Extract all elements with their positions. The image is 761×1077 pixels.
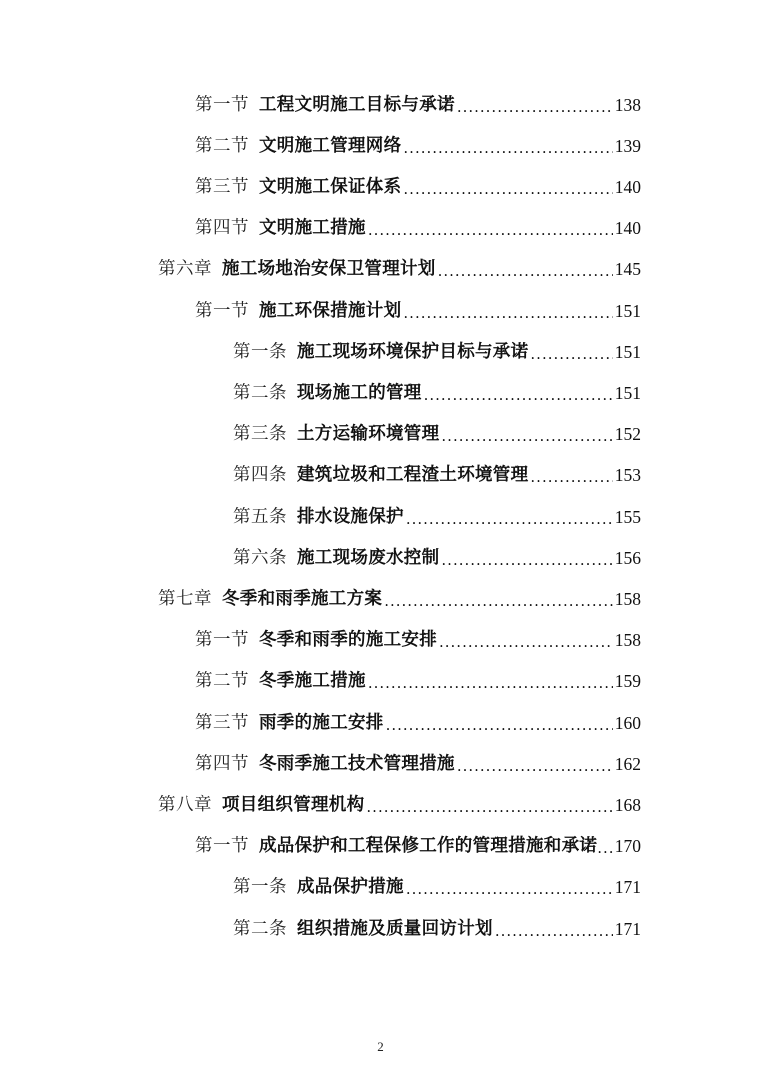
dot-leader bbox=[384, 588, 613, 614]
toc-entry-number: 第三节 bbox=[195, 713, 249, 733]
dot-leader bbox=[368, 217, 613, 243]
toc-entry-page: 145 bbox=[614, 259, 641, 279]
toc-entry-page: 158 bbox=[614, 630, 641, 650]
toc-entry-number: 第三条 bbox=[233, 424, 287, 444]
toc-entry-page: 155 bbox=[614, 507, 641, 527]
toc-entry-number: 第一节 bbox=[195, 836, 249, 856]
toc-entry-number: 第六条 bbox=[233, 548, 287, 568]
toc-entry[interactable] bbox=[233, 543, 641, 573]
toc-entry-page: 140 bbox=[614, 177, 641, 197]
toc-entry[interactable] bbox=[233, 419, 641, 449]
toc-entry[interactable] bbox=[195, 172, 641, 202]
toc-entry[interactable] bbox=[233, 914, 641, 944]
toc-entry-title: 冬季和雨季的施工安排 bbox=[259, 630, 437, 650]
toc-entry-title: 文明施工管理网络 bbox=[259, 136, 402, 156]
dot-leader bbox=[403, 176, 612, 202]
toc-entry-title: 排水设施保护 bbox=[297, 507, 404, 527]
toc-entry[interactable] bbox=[158, 254, 641, 284]
toc-entry-number: 第二节 bbox=[195, 136, 249, 156]
toc-entry-number: 第六章 bbox=[158, 259, 212, 279]
toc-entry-title: 施工现场废水控制 bbox=[297, 548, 440, 568]
toc-entry[interactable] bbox=[195, 213, 641, 243]
toc-entry[interactable] bbox=[195, 749, 641, 779]
toc-entry-page: 151 bbox=[614, 383, 641, 403]
toc-entry-number: 第四条 bbox=[233, 465, 287, 485]
dot-leader bbox=[495, 918, 613, 944]
toc-entry-number: 第七章 bbox=[158, 589, 212, 609]
toc-entry-title: 组织措施及质量回访计划 bbox=[297, 919, 493, 939]
dot-leader bbox=[597, 835, 615, 861]
toc-entry[interactable] bbox=[195, 708, 641, 738]
toc-entry-title: 工程文明施工目标与承诺 bbox=[259, 95, 455, 115]
toc-entry-title: 施工现场环境保护目标与承诺 bbox=[297, 342, 529, 362]
toc-entry-page: 138 bbox=[614, 95, 641, 115]
toc-entry[interactable] bbox=[158, 790, 641, 820]
toc-entry[interactable] bbox=[195, 296, 641, 326]
dot-leader bbox=[368, 670, 613, 696]
toc-entry[interactable] bbox=[195, 666, 641, 696]
toc-entry-page: 171 bbox=[614, 877, 641, 897]
toc-entry-title: 冬季和雨季施工方案 bbox=[222, 589, 383, 609]
toc-entry-title: 土方运输环境管理 bbox=[297, 424, 440, 444]
toc-entry-number: 第二条 bbox=[233, 383, 287, 403]
dot-leader bbox=[438, 258, 613, 284]
toc-entry[interactable] bbox=[195, 625, 641, 655]
toc-entry-page: 151 bbox=[614, 301, 641, 321]
toc-entry-title: 施工环保措施计划 bbox=[259, 301, 402, 321]
toc-entry-page: 151 bbox=[614, 342, 641, 362]
toc-entry-number: 第四节 bbox=[195, 218, 249, 238]
toc-entry-title: 文明施工措施 bbox=[259, 218, 366, 238]
toc-entry-title: 成品保护措施 bbox=[297, 877, 404, 897]
toc-entry-title: 成品保护和工程保修工作的管理措施和承诺 bbox=[259, 836, 598, 856]
toc-entry-page: 159 bbox=[614, 671, 641, 691]
dot-leader bbox=[386, 712, 613, 738]
toc-entry-number: 第一节 bbox=[195, 301, 249, 321]
dot-leader bbox=[457, 753, 613, 779]
toc-entry-title: 建筑垃圾和工程渣土环境管理 bbox=[297, 465, 529, 485]
dot-leader bbox=[424, 382, 613, 408]
dot-leader bbox=[441, 547, 612, 573]
toc-entry-page: 139 bbox=[614, 136, 641, 156]
toc-entry-page: 153 bbox=[614, 465, 641, 485]
toc-entry-page: 156 bbox=[614, 548, 641, 568]
toc-entry-number: 第八章 bbox=[158, 795, 212, 815]
dot-leader bbox=[406, 506, 613, 532]
dot-leader bbox=[406, 876, 613, 902]
toc-entry[interactable] bbox=[158, 584, 641, 614]
toc-entry-page: 140 bbox=[614, 218, 641, 238]
toc-entry-title: 文明施工保证体系 bbox=[259, 177, 402, 197]
toc-entry-title: 冬季施工措施 bbox=[259, 671, 366, 691]
toc-entry-number: 第二节 bbox=[195, 671, 249, 691]
toc-entry-number: 第四节 bbox=[195, 754, 249, 774]
toc-entry-number: 第一条 bbox=[233, 877, 287, 897]
toc-entry-page: 171 bbox=[614, 919, 641, 939]
dot-leader bbox=[457, 94, 613, 120]
toc-entry-title: 现场施工的管理 bbox=[297, 383, 422, 403]
toc-entry-title: 项目组织管理机构 bbox=[222, 795, 365, 815]
toc-entry[interactable] bbox=[233, 378, 641, 408]
dot-leader bbox=[403, 135, 612, 161]
toc-entry-page: 152 bbox=[614, 424, 641, 444]
toc-entry-number: 第一节 bbox=[195, 630, 249, 650]
toc-entry-page: 168 bbox=[614, 795, 641, 815]
toc-entry[interactable] bbox=[233, 460, 641, 490]
page-number: 2 bbox=[377, 1039, 384, 1054]
toc-entry-page: 170 bbox=[614, 836, 641, 856]
toc-entry-title: 施工场地治安保卫管理计划 bbox=[222, 259, 436, 279]
toc-entry-title: 冬雨季施工技术管理措施 bbox=[259, 754, 455, 774]
toc-entry-page: 158 bbox=[614, 589, 641, 609]
toc-entry-number: 第二条 bbox=[233, 919, 287, 939]
toc-entry-title: 雨季的施工安排 bbox=[259, 713, 384, 733]
toc-entry[interactable] bbox=[195, 831, 641, 861]
toc-entry[interactable] bbox=[233, 872, 641, 902]
dot-leader bbox=[530, 464, 612, 490]
dot-leader bbox=[403, 300, 612, 326]
toc-entry[interactable] bbox=[233, 502, 641, 532]
dot-leader bbox=[439, 629, 613, 655]
toc-entry[interactable] bbox=[233, 337, 641, 367]
dot-leader bbox=[530, 341, 612, 367]
toc-entry-number: 第五条 bbox=[233, 507, 287, 527]
dot-leader bbox=[366, 794, 612, 820]
dot-leader bbox=[441, 423, 612, 449]
toc-entry-number: 第一节 bbox=[195, 95, 249, 115]
toc-entry-number: 第一条 bbox=[233, 342, 287, 362]
toc-entry-page: 160 bbox=[614, 713, 641, 733]
toc-entry[interactable] bbox=[195, 90, 641, 120]
toc-entry-number: 第三节 bbox=[195, 177, 249, 197]
toc-entry-page: 162 bbox=[614, 754, 641, 774]
toc-entry[interactable] bbox=[195, 131, 641, 161]
